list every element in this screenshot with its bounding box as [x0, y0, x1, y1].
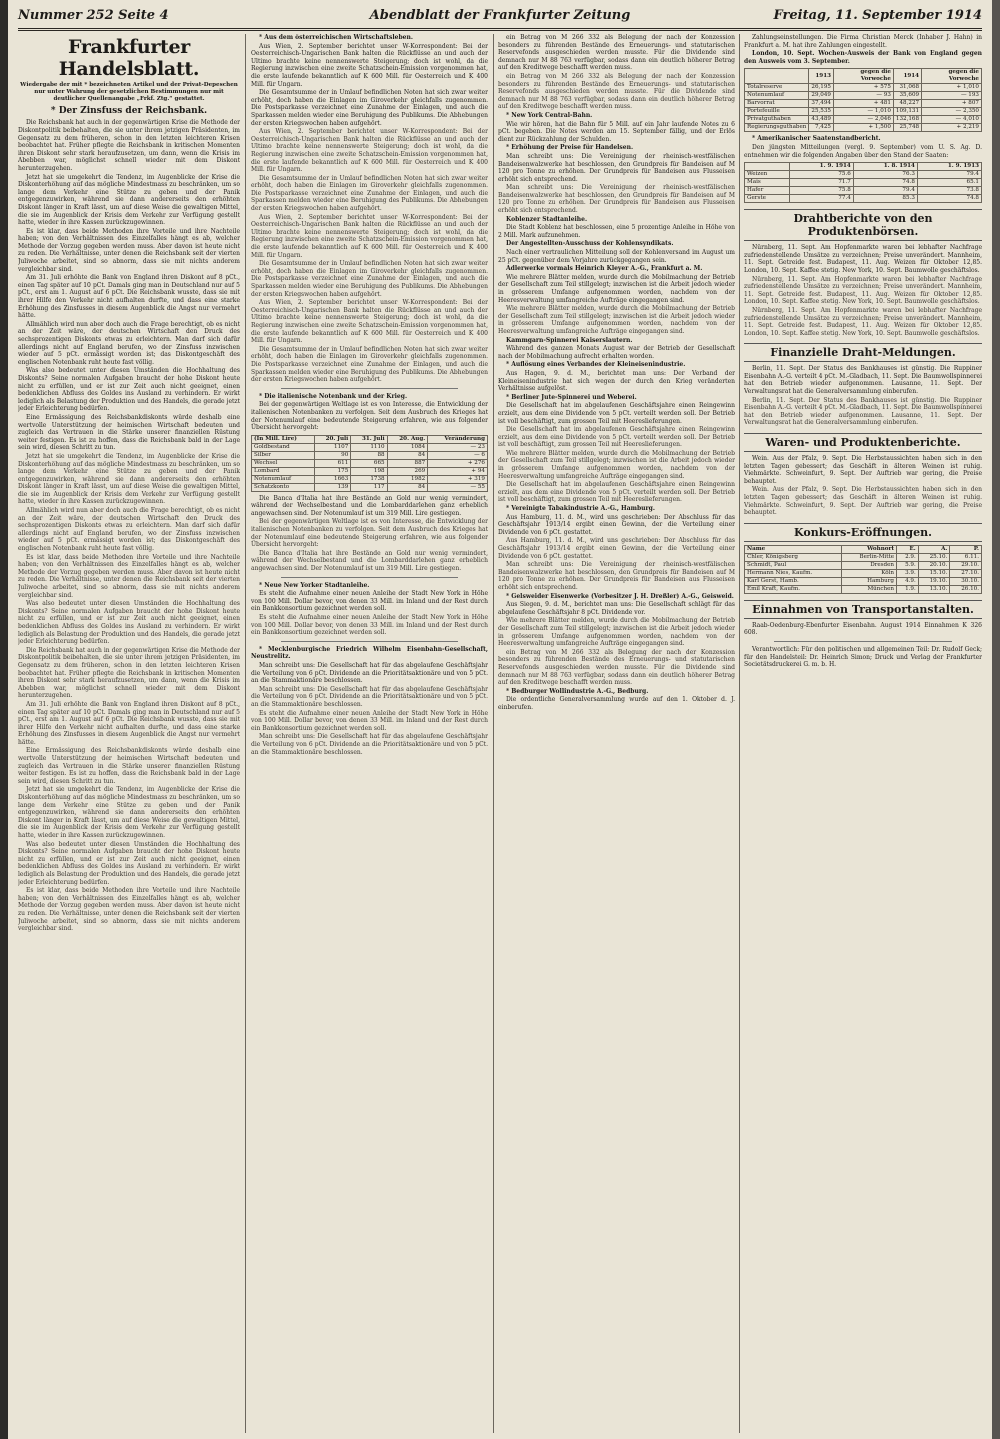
article-paragraph: Die Gesellschaft hat im abgelaufenen Geschäftsjahre einen Reingewinn erzielt, aus dem eine Dividende von 5 pCt. verteilt werden soll. Der Betrieb ist voll beschäftigt, zum grossen Teil mit Heereslieferungen.: [498, 402, 735, 425]
table-row: [745, 585, 982, 593]
table-header-cell: A.: [918, 545, 950, 553]
article-paragraph: Nürnberg, 11. Sept. Am Hopfenmarkte waren bei lebhafter Nachfrage zufriedenstellende Umsätze zu verzeichnen; Preise unverändert. Mannheim, 11. Sept. Getreide fest. Budapest, 11. Aug. Weizen für Oktober 12,85. London, 10. Sept. Kaffee stetig. New York, 10. Sept. Baumwolle geschäftslos.: [744, 306, 982, 337]
table-header-row: [252, 435, 488, 443]
table-cell: 109,131: [893, 108, 921, 116]
table-cell: 132,168: [893, 116, 921, 124]
table-cell: + 276: [428, 459, 488, 467]
article-headline: * Die italienische Notenbank und der Krieg.: [259, 392, 408, 400]
table-row: [252, 459, 488, 467]
table-row: [745, 577, 982, 585]
article-paragraph: Aus Wien, 2. September berichtet unser W-Korrespondent: Bei der Oesterreichisch-Ungarischen Bank halten die Rückflüsse an und auch der Ultimo brachte keine nennenswerte Steigerung; doch ist wohl, da die Regierung inzwischen eine zweite Schatzschein-Emission vorgenommen hat, die erste laufende bekanntlich auf K 600 Mill. für Oesterreich und K 400 Mill. für Ungarn.: [251, 213, 488, 259]
table-body: [745, 84, 982, 132]
table-row: [252, 475, 488, 483]
table-cell: 25.10.: [918, 553, 950, 561]
table-cell: 37,494: [809, 100, 834, 108]
table-row: [745, 171, 982, 179]
table-cell: Schatzkonto: [252, 483, 315, 491]
table-header-row: [745, 545, 982, 553]
article-headline: * Bedburger Wollindustrie A.-G., Bedburg.: [506, 687, 649, 695]
table-header-cell: Name: [745, 545, 842, 553]
table-cell: + 2,219: [922, 124, 982, 132]
table-header-cell: gegen die Vorwoche: [833, 69, 893, 84]
table-cell: 29,049: [809, 92, 834, 100]
table-cell: München: [842, 585, 897, 593]
article-paragraph: Die Gesamtsumme der in Umlauf befindlichen Noten hat sich zwar weiter erhöht, doch haben die Einlagen im Giroverkehr gleichfalls zugenommen. Die Postsparkasse verzeichnet eine Zunahme der Einlagen, und auch die Sparkassen melden wieder eine Beruhigung des Publikums. Die Abhebungen der ersten Kriegswochen haben aufgehört.: [251, 260, 488, 298]
article-divider: [281, 388, 458, 389]
article-paragraph: Es steht die Aufnahme einer neuen Anleihe der Stadt New York in Höhe von 100 Mill. Dollar bevor, von denen 33 Mill. im Inland und der Rest durch ein Bankkonsortium gezeichnet werden soll.: [251, 590, 488, 613]
table-cell: Hafer: [745, 187, 790, 195]
article-headline: * Neue New Yorker Stadtanleihe.: [259, 581, 370, 589]
section-heading: Waren- und Produktenberichte.: [744, 433, 982, 452]
section-heading: Einnahmen von Transportanstalten.: [744, 600, 982, 619]
table-cell: Karl Gerst, Hamb.: [745, 577, 842, 585]
article-paragraph: Aus Wien, 2. September berichtet unser W-Korrespondent: Bei der Oesterreichisch-Ungarischen Bank halten die Rückflüsse an und auch der Ultimo brachte keine nennenswerte Steigerung; doch ist wohl, da die Regierung inzwischen eine zweite Schatzschein-Emission vorgenommen hat, die erste laufende bekanntlich auf K 600 Mill. für Oesterreich und K 400 Mill. für Ungarn.: [251, 128, 488, 174]
article-paragraph: Eine Ermässigung des Reichsbankdiskonts würde deshalb eine wertvolle Unterstützung der heimischen Wirtschaft bedeuten und zugleich das Vertrauen in die Stärke unserer finanziellen Rüstung weiter festigen. Es ist zu hoffen, dass die Reichsbank bald in der Lage sein wird, diesen Schritt zu tun.: [18, 747, 240, 785]
article-paragraph: Wein. Aus der Pfalz, 9. Sept. Die Herbstaussichten haben sich in den letzten Tagen gebessert; das Geschäft in älteren Weinen ist ruhig. Viehmärkte. Schweinfurt, 9. Sept. Der Auftrieb war gering, die Preise behauptet.: [744, 486, 982, 517]
article-headline: Koblenzer Stadtanleihe.: [506, 215, 588, 223]
table-cell: — 2,046: [833, 116, 893, 124]
table-cell: + 481: [833, 100, 893, 108]
article-paragraph: Die Stadt Koblenz hat beschlossen, eine 5 prozentige Anleihe in Höhe von 2 Mill. Mark aufzunehmen.: [498, 224, 735, 239]
article-paragraph: Während des ganzen Monats August war der Betrieb der Gesellschaft nach der Mobilmachung aufrecht erhalten worden.: [498, 345, 735, 360]
table-row: [745, 84, 982, 92]
table-cell: 31,068: [893, 84, 921, 92]
table-header-cell: 20. Juli: [314, 435, 350, 443]
article-paragraph: Die Gesamtsumme der in Umlauf befindlichen Noten hat sich zwar weiter erhöht, doch haben die Einlagen im Giroverkehr gleichfalls zugenommen. Die Postsparkasse verzeichnet eine Zunahme der Einlagen, und auch die Sparkassen melden wieder eine Beruhigung des Publikums. Die Abhebungen der ersten Kriegswochen haben aufgehört.: [251, 345, 488, 384]
table-header-cell: 31. Juli: [351, 435, 387, 443]
table-cell: 88: [351, 451, 387, 459]
article-headline: London, 10. Sept. Wochen-Ausweis der Bank von England gegen den Ausweis vom 3. September.: [744, 50, 982, 65]
table-cell: 75.8: [789, 187, 853, 195]
table-cell: Berlin-Mitte: [842, 553, 897, 561]
article-paragraph: Die Gesellschaft hat im abgelaufenen Geschäftsjahre einen Reingewinn erzielt, aus dem eine Dividende von 5 pCt. verteilt werden soll. Der Betrieb ist voll beschäftigt, zum grossen Teil mit Heereslieferungen.: [498, 481, 735, 504]
table-header-cell: 1. 9. 1914: [789, 163, 853, 171]
table-cell: + 319: [428, 475, 488, 483]
column-rule: [739, 34, 740, 1433]
table-cell: Barvorrat: [745, 100, 809, 108]
table-body: [745, 171, 982, 203]
table-cell: 65.1: [917, 179, 981, 187]
table-cell: Chler, Königsberg: [745, 553, 842, 561]
italian-bank-table: [251, 435, 488, 492]
article-paragraph: Raab-Oedenburg-Ebenfurter Eisenbahn. August 1914 Einnahmen K 326 608.: [744, 621, 982, 637]
table-cell: 4.9.: [897, 577, 919, 585]
article-paragraph: Bei der gegenwärtigen Weltlage ist es von Interesse, die Entwicklung der italienischen Notenbanken zu verfolgen. Seit dem Ausbruch des Krieges hat der Notenumlauf eine bedeutende Steigerung erfahren, wie aus folgender Übersicht hervorgeht:: [251, 518, 488, 549]
article-paragraph: Berlin, 11. Sept. Der Status des Bankhauses ist günstig. Die Ruppiner Eisenbahn A.-G. verteilt 4 pCt. M.-Gladbach, 11. Sept. Die Baumwollspinnerei hat den Betrieb wieder aufgenommen. Lausanne, 11. Sept. Der Verwaltungsrat hat die Generalversammlung einberufen.: [744, 365, 982, 396]
article-paragraph: Die Reichsbank hat auch in der gegenwärtigen Krise die Methode der Diskontpolitik beibehalten, die sie unter ihrem jetzigen Präsidenten, im Gegensatz zu dem früheren, schon in den letzten leichteren Krisen beobachtet hat. Früher pflegte die Reichsbank in kritischen Momenten ihren Diskont sehr stark heraufzusetzen, um dann, wenn die Krisis im Abebben war, möglichst schnell wieder mit dem Diskont herunterzugehen.: [18, 646, 240, 700]
table-row: [745, 100, 982, 108]
table-cell: + 1,500: [833, 124, 893, 132]
table-row: [745, 92, 982, 100]
table-header-cell: Wohnort: [842, 545, 897, 553]
newspaper-page: [8, 0, 992, 1439]
table-header-cell: P.: [950, 545, 982, 553]
crop-report-table: [744, 162, 982, 203]
article-divider: [774, 641, 952, 642]
table-cell: Hamburg: [842, 577, 897, 585]
table-cell: 2.9.: [897, 553, 919, 561]
table-header-cell: gegen die Vorwoche: [922, 69, 982, 84]
article-paragraph: Berlin, 11. Sept. Der Status des Bankhauses ist günstig. Die Ruppiner Eisenbahn A.-G. verteilt 4 pCt. M.-Gladbach, 11. Sept. Die Baumwollspinnerei hat den Betrieb wieder aufgenommen. Lausanne, 11. Sept. Der Verwaltungsrat hat die Generalversammlung einberufen.: [744, 396, 982, 427]
table-cell: Goldbestand: [252, 443, 315, 451]
table-cell: Wechsel: [252, 459, 315, 467]
article-paragraph: Man schreibt uns: Die Gesellschaft hat für das abgelaufene Geschäftsjahr die Verteilung von 6 pCt. Dividende an die Prioritätsaktionäre und von 5 pCt. an die Stammaktionäre beschlossen.: [251, 733, 488, 756]
table-cell: 48,227: [893, 100, 921, 108]
article-paragraph: Eine Ermässigung des Reichsbankdiskonts würde deshalb eine wertvolle Unterstützung der heimischen Wirtschaft bedeuten und zugleich das Vertrauen in die Stärke unserer finanziellen Rüstung weiter festigen. Es ist zu hoffen, dass die Reichsbank bald in der Lage sein wird, diesen Schritt zu tun.: [18, 413, 240, 452]
reprint-notice: Wiedergabe der mit * bezeichneten Artikel und der Privat-Depeschen nur unter Wahrung der gesetzlichen Bestimmungen nur mit deutlicher Quellenangabe „Frkf. Ztg.“ gestattet.: [20, 82, 238, 102]
table-cell: 15.10.: [918, 569, 950, 577]
table-cell: 43,489: [809, 116, 834, 124]
table-cell: Silber: [252, 451, 315, 459]
column-rule: [245, 34, 246, 1433]
table-cell: Emil Kraft, Kaufm.: [745, 585, 842, 593]
section-title: Frankfurter Handelsblatt.: [58, 36, 200, 80]
table-cell: 76.3: [853, 171, 917, 179]
table-cell: — 55: [428, 483, 488, 491]
column-rule: [493, 34, 494, 1433]
article-paragraph: Man schreibt uns: Die Gesellschaft hat für das abgelaufene Geschäftsjahr die Verteilung von 6 pCt. Dividende an die Prioritätsaktionäre und von 5 pCt. an die Stammaktionäre beschlossen.: [251, 661, 488, 685]
article-paragraph: Man schreibt uns: Die Vereinigung der rheinisch-westfälischen Bandeisenwalzwerke hat beschlossen, den Grundpreis für Bandeisen auf M 120 pro Tonne zu erhöhen. Der Grundpreis für Bandeisen aus Flusseisen erhöht sich entsprechend.: [498, 184, 735, 215]
table-cell: — 6: [428, 451, 488, 459]
table-cell: Notenumlauf: [745, 92, 809, 100]
table-cell: Privatguthaben: [745, 116, 809, 124]
table-header-cell: [745, 69, 809, 84]
article-paragraph: Allmählich wird nun aber doch auch die Frage berechtigt, ob es nicht an der Zeit wäre, der deutschen Wirtschaft den Druck des sechsprozentigen Diskonts etwas zu erleichtern. Man darf sich dafür allerdings nicht auf England berufen, wo der Zinsfuss inzwischen wieder auf 5 pCt. ermässigt worden ist; das Diskontgeschäft des englischen Notenbank ruht heute fast völlig.: [18, 320, 240, 366]
table-header-cell: 1914: [893, 69, 921, 84]
table-cell: Hermann Nies, Kaufm.: [745, 569, 842, 577]
binding-gutter: [0, 0, 8, 1439]
table-cell: 611: [314, 459, 350, 467]
article-paragraph: Es steht die Aufnahme einer neuen Anleihe der Stadt New York in Höhe von 100 Mill. Dollar bevor, von denen 33 Mill. im Inland und der Rest durch ein Bankkonsortium gezeichnet werden soll.: [251, 614, 488, 637]
article-paragraph: Wie mehrere Blätter melden, wurde durch die Mobilmachung der Betrieb der Gesellschaft zum Teil stillgelegt; inzwischen ist die Arbeit jedoch wieder in grösserem Umfange aufgenommen worden, nachdem von der Heeresverwaltung umfangreiche Aufträge eingegangen sind.: [498, 449, 735, 480]
table-body: [252, 443, 488, 491]
article-paragraph: Man schreibt uns: Die Gesellschaft hat für das abgelaufene Geschäftsjahr die Verteilung von 6 pCt. Dividende an die Prioritätsaktionäre und von 5 pCt. an die Stammaktionäre beschlossen.: [251, 685, 488, 708]
table-cell: — 93: [833, 92, 893, 100]
section-heading: Konkurs-Eröffnungen.: [744, 523, 982, 542]
table-cell: 75.6: [789, 171, 853, 179]
table-header-cell: Veränderung: [428, 435, 488, 443]
table-cell: — 23: [428, 443, 488, 451]
masthead: [18, 6, 982, 31]
article-paragraph: Zahlungseinstellungen. Die Firma Christian Merck (Inhaber J. Hahn) in Frankfurt a. M. hat ihre Zahlungen eingestellt.: [744, 34, 982, 49]
article-paragraph: Was also bedeutet unter diesen Umständen die Hochhaltung des Diskonts? Seine normalen Aufgaben braucht der hohe Diskont heute nicht zu erfüllen, und er ist zur Zeit auch nicht geeignet, einen bedenklichen Abfluss des Goldes ins Ausland zu verhindern. Er wirkt lediglich als Belastung der Produktion und des Handels, die gerade jetzt jeder Erleichterung bedürfen.: [18, 367, 240, 413]
table-cell: Gerste: [745, 195, 790, 203]
table-cell: 26,195: [809, 84, 834, 92]
table-cell: 19.10.: [918, 577, 950, 585]
table-cell: 269: [387, 467, 428, 475]
table-cell: 198: [351, 467, 387, 475]
article-paragraph: Es ist klar, dass beide Methoden ihre Vorteile und ihre Nachteile haben; von den Verhältnissen des Einzelfalles hängt es ab, welcher Methode der Vorzug gegeben werden muss. Aber davon ist heute nicht zu reden. Die Verhältnisse, unter denen die Reichsbank seit der vierten Juliwoche arbeitet, sind so abnorm, dass sie mit nichts anderem vergleichbar sind.: [18, 227, 240, 273]
table-row: [745, 116, 982, 124]
table-header-cell: 1913: [809, 69, 834, 84]
article-paragraph: Nürnberg, 11. Sept. Am Hopfenmarkte waren bei lebhafter Nachfrage zufriedenstellende Umsätze zu verzeichnen; Preise unverändert. Mannheim, 11. Sept. Getreide fest. Budapest, 11. Aug. Weizen für Oktober 12,85. London, 10. Sept. Kaffee stetig. New York, 10. Sept. Baumwolle geschäftslos.: [744, 275, 982, 306]
article-headline: * Der Zinsfuss der Reichsbank.: [50, 106, 208, 117]
article-paragraph: Es ist klar, dass beide Methoden ihre Vorteile und ihre Nachteile haben; von den Verhältnissen des Einzelfalles hängt es ab, welcher Methode der Vorzug gegeben werden muss. Aber davon ist heute nicht zu reden. Die Verhältnisse, unter denen die Reichsbank seit der vierten Juliwoche arbeitet, sind so abnorm, dass sie mit nichts anderem vergleichbar sind.: [18, 887, 240, 933]
table-row: [745, 108, 982, 116]
bank-of-england-table: [744, 68, 982, 132]
table-cell: Köln: [842, 569, 897, 577]
article-paragraph: Die Banca d'Italia hat ihre Bestände an Gold nur wenig vermindert, während der Wechselbestand und die Lombarddarlehen ganz erheblich angewachsen sind. Der Notenumlauf ist um 319 Mill. Lire gestiegen.: [251, 494, 488, 517]
article-paragraph: Die ordentliche Generalversammlung wurde auf den 1. Oktober d. J. einberufen.: [498, 696, 735, 711]
article-paragraph: Die Gesamtsumme der in Umlauf befindlichen Noten hat sich zwar weiter erhöht, doch haben die Einlagen im Giroverkehr gleichfalls zugenommen. Die Postsparkasse verzeichnet eine Zunahme der Einlagen, und auch die Sparkassen melden wieder eine Beruhigung des Publikums. Die Abhebungen der ersten Kriegswochen haben aufgehört.: [251, 89, 488, 127]
table-cell: 1663: [314, 475, 350, 483]
bankruptcy-table: [744, 545, 982, 594]
table-cell: Lombard: [252, 467, 315, 475]
article-paragraph: Am 31. Juli erhöhte die Bank von England ihren Diskont auf 8 pCt., einen Tag später auf 10 pCt. Damals ging man in Deutschland nur auf 5 pCt., erst am 1. August auf 6 pCt. Die Reichsbank wusste, dass sie mit ihrer Hilfe den Verkehr nicht aufhalten durfte, und dass eine starke Erhöhung des Zinsfusses in diesem Augenblick die Angst nur vermehrt hätte.: [18, 274, 240, 320]
table-cell: 1.9.: [897, 585, 919, 593]
table-cell: 117: [351, 483, 387, 491]
article-paragraph: Jetzt hat sie umgekehrt die Tendenz, im Augenblicke der Krise die Diskonterhöhung auf das mögliche Mindestmass zu beschränken, um so lange dem Verkehr eine Stütze zu geben und der Panik entgegenzuwirken, während sie dann andererseits den erhöhten Diskont länger in Kraft lässt, um auf diese Weise die gewaltigen Mittel, die sie im Augenblick der Krisis dem Verkehr zur Verfügung gestellt hatte, wieder in ihre Kassen zurückzugewinnen.: [18, 173, 240, 227]
table-row: [745, 553, 982, 561]
table-cell: 7,425: [809, 124, 834, 132]
article-headline: * Amerikanischer Saatenstandbericht.: [752, 135, 881, 143]
table-row: [745, 187, 982, 195]
table-row: [252, 443, 488, 451]
table-header-cell: 1. 9. 1913: [917, 163, 981, 171]
newspaper-title: Abendblatt der Frankfurter Zeitung: [369, 8, 631, 23]
table-cell: + 94: [428, 467, 488, 475]
table-cell: + 1,010: [922, 84, 982, 92]
issue-date: Freitag, 11. September 1914: [773, 8, 982, 23]
table-cell: 73.8: [917, 187, 981, 195]
table-cell: 71.7: [789, 179, 853, 187]
imprint: Verantwortlich: Für den politischen und allgemeinen Teil: Dr. Rudolf Geck; für den Handelsteil: Dr. Heinrich Simon; Druck und Verlag der Frankfurter Societätsdruckerei G. m. b. H.: [744, 645, 982, 669]
article-paragraph: ein Betrag von M 266 332 als Belegung der nach der Konzession besonders zu führenden Bestände des Erneuerungs- und statutarischen Reservefonds ausgeschieden werden musste. Für die Dividende sind demnach nur M 88 763 verfügbar, sodass dann ein deutlich höherer Betrag auf den Kreditwege beschafft werden muss.: [498, 34, 735, 72]
column-3: [498, 34, 735, 1433]
table-cell: Portefeuille: [745, 108, 809, 116]
table-cell: — 193: [922, 92, 982, 100]
article-paragraph: Man schreibt uns: Die Vereinigung der rheinisch-westfälischen Bandeisenwalzwerke hat beschlossen, den Grundpreis für Bandeisen auf M 120 pro Tonne zu erhöhen. Der Grundpreis für Bandeisen aus Flusseisen erhöht sich entsprechend.: [498, 561, 735, 591]
table-cell: Weizen: [745, 171, 790, 179]
column-4: [744, 34, 982, 1433]
table-cell: Regierungsguthaben: [745, 124, 809, 132]
table-cell: + 575: [833, 84, 893, 92]
table-cell: 665: [351, 459, 387, 467]
article-headline: * Aus dem österreichischen Wirtschaftsleben.: [259, 34, 413, 41]
table-cell: 84: [387, 451, 428, 459]
article-divider: [281, 641, 458, 642]
table-cell: Mais: [745, 179, 790, 187]
column-2: [251, 34, 488, 1433]
article-paragraph: Wie wir hören, hat die Bahn für 5 Mill. auf ein Jahr laufende Notes zu 6 pCt. begeben. Die Notes werden am 15. September fällig, und der Erlös dient zur Rückzahlung der Schulden.: [498, 120, 735, 143]
table-cell: 74.8: [917, 195, 981, 203]
table-cell: 85.3: [853, 195, 917, 203]
table-row: [252, 483, 488, 491]
article-paragraph: Allmählich wird nun aber doch auch die Frage berechtigt, ob es nicht an der Zeit wäre, der deutschen Wirtschaft den Druck des sechsprozentigen Diskonts etwas zu erleichtern. Man darf sich dafür allerdings nicht auf England berufen, wo der Zinsfuss inzwischen wieder auf 5 pCt. ermässigt worden ist; das Diskontgeschäft des englischen Notenbank ruht heute fast völlig.: [18, 507, 240, 553]
table-cell: 1110: [351, 443, 387, 451]
table-cell: 3.9.: [897, 569, 919, 577]
table-header-row: [745, 163, 982, 171]
table-cell: 175: [314, 467, 350, 475]
table-cell: Schmidt, Paul: [745, 561, 842, 569]
section-heading: Drahtberichte von den Produktenbörsen.: [744, 209, 982, 241]
table-cell: 25,748: [893, 124, 921, 132]
article-paragraph: Aus Hagen, 9. d. M., berichtet man uns: Der Verband der Kleineisenindustrie hat sich wegen der durch den Krieg veränderten Verhältnisse aufgelöst.: [498, 369, 735, 393]
table-row: [745, 569, 982, 577]
table-cell: Totalreserve: [745, 84, 809, 92]
table-cell: 90: [314, 451, 350, 459]
table-cell: 74.8: [853, 179, 917, 187]
article-paragraph: Man schreibt uns: Die Vereinigung der rheinisch-westfälischen Bandeisenwalzwerke hat beschlossen, den Grundpreis für Bandeisen auf M 120 pro Tonne zu erhöhen. Der Grundpreis für Bandeisen aus Flusseisen erhöht sich entsprechend.: [498, 152, 735, 183]
article-paragraph: Nürnberg, 11. Sept. Am Hopfenmarkte waren bei lebhafter Nachfrage zufriedenstellende Umsätze zu verzeichnen; Preise unverändert. Mannheim, 11. Sept. Getreide fest. Budapest, 11. Aug. Weizen für Oktober 12,85. London, 10. Sept. Kaffee stetig. New York, 10. Sept. Baumwolle geschäftslos.: [744, 244, 982, 274]
table-row: [745, 561, 982, 569]
article-headline: * Erhöhung der Preise für Handelsen.: [506, 144, 634, 152]
table-cell: 79.4: [917, 171, 981, 179]
article-headline: Adlerwerke vormals Heinrich Kleyer A.-G., Frankfurt a. M.: [506, 265, 703, 273]
article-paragraph: Wie mehrere Blätter melden, wurde durch die Mobilmachung der Betrieb der Gesellschaft zum Teil stillgelegt; inzwischen ist die Arbeit jedoch wieder in grösserem Umfange aufgenommen worden, nachdem von der Heeresverwaltung umfangreiche Aufträge eingegangen sind.: [498, 273, 735, 304]
table-header-cell: E.: [897, 545, 919, 553]
article-paragraph: Wie mehrere Blätter melden, wurde durch die Mobilmachung der Betrieb der Gesellschaft zum Teil stillgelegt; inzwischen ist die Arbeit jedoch wieder in grösserem Umfange aufgenommen worden, nachdem von der Heeresverwaltung umfangreiche Aufträge eingegangen sind.: [498, 305, 735, 335]
article-paragraph: Nach einer vertraulichen Mitteilung soll der Kohlenversand im August um 25 pCt. gegenüber dem Vorjahre zurückgegangen sein.: [498, 249, 735, 264]
article-paragraph: Was also bedeutet unter diesen Umständen die Hochhaltung des Diskonts? Seine normalen Aufgaben braucht der hohe Diskont heute nicht zu erfüllen, und er ist zur Zeit auch nicht geeignet, einen bedenklichen Abfluss des Goldes ins Ausland zu verhindern. Er wirkt lediglich als Belastung der Produktion und des Handels, die gerade jetzt jeder Erleichterung bedürfen.: [18, 600, 240, 646]
table-cell: 1107: [314, 443, 350, 451]
article-paragraph: Jetzt hat sie umgekehrt die Tendenz, im Augenblicke der Krise die Diskonterhöhung auf das mögliche Mindestmass zu beschränken, um so lange dem Verkehr eine Stütze zu geben und der Panik entgegenzuwirken, während sie dann andererseits den erhöhten Diskont länger in Kraft lässt, um auf diese Weise die gewaltigen Mittel, die sie im Augenblick der Krisis dem Verkehr zur Verfügung gestellt hatte, wieder in ihre Kassen zurückzugewinnen.: [18, 452, 240, 506]
table-cell: 13.10.: [918, 585, 950, 593]
article-divider: [281, 577, 458, 578]
page-number: Nummer 252 Seite 4: [18, 8, 169, 23]
article-paragraph: Jetzt hat sie umgekehrt die Tendenz, im Augenblicke der Krise die Diskonterhöhung auf das mögliche Mindestmass zu beschränken, um so lange dem Verkehr eine Stütze zu geben und der Panik entgegenzuwirken, während sie dann andererseits den erhöhten Diskont länger in Kraft lässt, um auf diese Weise die gewaltigen Mittel, die sie im Augenblick der Krisis dem Verkehr zur Verfügung gestellt hatte, wieder in ihre Kassen zurückzugewinnen.: [18, 786, 240, 840]
table-cell: — 4,010: [922, 116, 982, 124]
article-paragraph: ein Betrag von M 266 332 als Belegung der nach der Konzession besonders zu führenden Bestände des Erneuerungs- und statutarischen Reservefonds ausgeschieden werden musste. Für die Dividende sind demnach nur M 88 763 verfügbar, sodass dann ein deutlich höherer Betrag auf den Kreditwege beschafft werden muss.: [498, 648, 735, 687]
article-headline: * Berliner Jute-Spinnerei und Weberei.: [506, 393, 637, 401]
article-headline: * Gelsweider Eisenwerke (Vorbesitzer J. H. Dreßler) A.-G., Geisweid.: [506, 592, 734, 600]
article-headline: * New York Central-Bahn.: [506, 111, 593, 119]
article-paragraph: Aus Wien, 2. September berichtet unser W-Korrespondent: Bei der Oesterreichisch-Ungarischen Bank halten die Rückflüsse an und auch der Ultimo brachte keine nennenswerte Steigerung; doch ist wohl, da die Regierung inzwischen eine zweite Schatzschein-Emission vorgenommen hat, die erste laufende bekanntlich auf K 600 Mill. für Oesterreich und K 400 Mill. für Ungarn.: [251, 299, 488, 345]
column-1: [18, 34, 240, 1433]
table-header-cell: 1. 8. 1914: [853, 163, 917, 171]
article-paragraph: Aus Hamburg, 11. d. M., wird uns geschrieben: Der Abschluss für das Geschäftsjahr 1913/14 ergibt einen Gewinn, der die Verteilung einer Dividende von 6 pCt. gestattet.: [498, 513, 735, 536]
table-cell: 79.4: [853, 187, 917, 195]
table-cell: 1084: [387, 443, 428, 451]
table-header-cell: (In Mill. Lire): [252, 435, 315, 443]
table-cell: Dresden: [842, 561, 897, 569]
table-row: [745, 179, 982, 187]
table-cell: 30.10.: [950, 577, 982, 585]
table-header-cell: [745, 163, 790, 171]
article-paragraph: Aus Wien, 2. September berichtet unser W-Korrespondent: Bei der Oesterreichisch-Ungarischen Bank halten die Rückflüsse an und auch der Ultimo brachte keine nennenswerte Steigerung; doch ist wohl, da die Regierung inzwischen eine zweite Schatzschein-Emission vorgenommen hat, die erste laufende bekanntlich auf K 600 Mill. für Oesterreich und K 400 Mill. für Ungarn.: [251, 42, 488, 88]
page-edge: [992, 0, 1000, 1439]
table-cell: 139: [314, 483, 350, 491]
article-paragraph: Aus Hamburg, 11. d. M., wird uns geschrieben: Der Abschluss für das Geschäftsjahr 1913/14 ergibt einen Gewinn, der die Verteilung einer Dividende von 6 pCt. gestattet.: [498, 537, 735, 560]
article-paragraph: ein Betrag von M 266 332 als Belegung der nach der Konzession besonders zu führenden Bestände des Erneuerungs- und statutarischen Reservefonds ausgeschieden werden musste. Für die Dividende sind demnach nur M 88 763 verfügbar, sodass dann ein deutlich höherer Betrag auf den Kreditwege beschafft werden muss.: [498, 72, 735, 111]
article-paragraph: Aus Siegen, 9. d. M., berichtet man uns: Die Gesellschaft schlägt für das abgelaufene Geschäftsjahr 8 pCt. Dividende vor.: [498, 601, 735, 616]
section-heading: Finanzielle Draht-Meldungen.: [744, 343, 982, 362]
table-cell: 5.9.: [897, 561, 919, 569]
table-cell: 25,535: [809, 108, 834, 116]
article-paragraph: Die Banca d'Italia hat ihre Bestände an Gold nur wenig vermindert, während der Wechselbestand und die Lombarddarlehen ganz erheblich angewachsen sind. Der Notenumlauf ist um 319 Mill. Lire gestiegen.: [251, 549, 488, 573]
table-row: [745, 195, 982, 203]
table-cell: 6.11.: [950, 553, 982, 561]
table-cell: 1982: [387, 475, 428, 483]
table-cell: 887: [387, 459, 428, 467]
table-cell: 84: [387, 483, 428, 491]
article-paragraph: Am 31. Juli erhöhte die Bank von England ihren Diskont auf 8 pCt., einen Tag später auf 10 pCt. Damals ging man in Deutschland nur auf 5 pCt., erst am 1. August auf 6 pCt. Die Reichsbank wusste, dass sie mit ihrer Hilfe den Verkehr nicht aufhalten durfte, und dass eine starke Erhöhung des Zinsfusses in diesem Augenblick die Angst nur vermehrt hätte.: [18, 700, 240, 746]
table-cell: Notenumlauf: [252, 475, 315, 483]
article-headline: * Mecklenburgische Friedrich Wilhelm Eisenbahn-Gesellschaft, Neustrelitz.: [251, 645, 488, 661]
table-cell: 26.10.: [950, 585, 982, 593]
article-headline: Der Angestellten-Ausschuss der Kohlensyndikats.: [506, 240, 674, 248]
article-paragraph: Wie mehrere Blätter melden, wurde durch die Mobilmachung der Betrieb der Gesellschaft zum Teil stillgelegt; inzwischen ist die Arbeit jedoch wieder in grösserem Umfange aufgenommen worden, nachdem von der Heeresverwaltung umfangreiche Aufträge eingegangen sind.: [498, 617, 735, 648]
article-paragraph: Was also bedeutet unter diesen Umständen die Hochhaltung des Diskonts? Seine normalen Aufgaben braucht der hohe Diskont heute nicht zu erfüllen, und er ist zur Zeit auch nicht geeignet, einen bedenklichen Abfluss des Goldes ins Ausland zu verhindern. Er wirkt lediglich als Belastung der Produktion und des Handels, die gerade jetzt jeder Erleichterung bedürfen.: [18, 840, 240, 886]
table-cell: 35,609: [893, 92, 921, 100]
table-row: [252, 467, 488, 475]
table-cell: — 1,010: [833, 108, 893, 116]
table-body: [745, 553, 982, 593]
article-paragraph: Den jüngsten Mitteilungen (vergl. 9. September) vom U. S. Ag. D. entnehmen wir die folgenden Angaben über den Stand der Saaten:: [744, 143, 982, 159]
article-paragraph: Bei der gegenwärtigen Weltlage ist es von Interesse, die Entwicklung der italienischen Notenbanken zu verfolgen. Seit dem Ausbruch des Krieges hat der Notenumlauf eine bedeutende Steigerung erfahren, wie aus folgender Übersicht hervorgeht:: [251, 401, 488, 432]
table-header-row: [745, 69, 982, 84]
table-cell: + 807: [922, 100, 982, 108]
table-cell: 27.10.: [950, 569, 982, 577]
table-cell: 77.4: [789, 195, 853, 203]
table-cell: 20.10.: [918, 561, 950, 569]
article-headline: * Vereinigte Tabakindustrie A.-G., Hamburg.: [506, 505, 655, 513]
article-paragraph: Die Reichsbank hat auch in der gegenwärtigen Krise die Methode der Diskontpolitik beibehalten, die sie unter ihrem jetzigen Präsidenten, im Gegensatz zu dem früheren, schon in den letzten leichteren Krisen beobachtet hat. Früher pflegte die Reichsbank in kritischen Momenten ihren Diskont sehr stark heraufzusetzen, um dann, wenn die Krisis im Abebben war, möglichst schnell wieder mit dem Diskont herunterzugehen.: [18, 119, 240, 172]
table-row: [745, 124, 982, 132]
table-cell: 1738: [351, 475, 387, 483]
article-paragraph: Wein. Aus der Pfalz, 9. Sept. Die Herbstaussichten haben sich in den letzten Tagen gebessert; das Geschäft in älteren Weinen ist ruhig. Viehmärkte. Schweinfurt, 9. Sept. Der Auftrieb war gering, die Preise behauptet.: [744, 455, 982, 485]
table-row: [252, 451, 488, 459]
article-paragraph: Die Gesellschaft hat im abgelaufenen Geschäftsjahre einen Reingewinn erzielt, aus dem eine Dividende von 5 pCt. verteilt werden soll. Der Betrieb ist voll beschäftigt, zum grossen Teil mit Heereslieferungen.: [498, 426, 735, 449]
article-paragraph: Es steht die Aufnahme einer neuen Anleihe der Stadt New York in Höhe von 100 Mill. Dollar bevor, von denen 33 Mill. im Inland und der Rest durch ein Bankkonsortium gezeichnet werden soll.: [251, 709, 488, 732]
table-cell: 29.10.: [950, 561, 982, 569]
article-paragraph: Die Gesamtsumme der in Umlauf befindlichen Noten hat sich zwar weiter erhöht, doch haben die Einlagen im Giroverkehr gleichfalls zugenommen. Die Postsparkasse verzeichnet eine Zunahme der Einlagen, und auch die Sparkassen melden wieder eine Beruhigung des Publikums. Die Abhebungen der ersten Kriegswochen haben aufgehört.: [251, 174, 488, 213]
article-headline: Kammgarn-Spinnerei Kaiserslautern.: [506, 336, 633, 344]
table-header-cell: 20. Aug.: [387, 435, 428, 443]
article-headline: * Auflösung eines Verbandes der Kleineisenindustrie.: [506, 361, 686, 369]
article-paragraph: Es ist klar, dass beide Methoden ihre Vorteile und ihre Nachteile haben; von den Verhältnissen des Einzelfalles hängt es ab, welcher Methode der Vorzug gegeben werden muss. Aber davon ist heute nicht zu reden. Die Verhältnisse, unter denen die Reichsbank seit der vierten Juliwoche arbeitet, sind so abnorm, dass sie mit nichts anderem vergleichbar sind.: [18, 553, 240, 599]
table-cell: — 2,350: [922, 108, 982, 116]
